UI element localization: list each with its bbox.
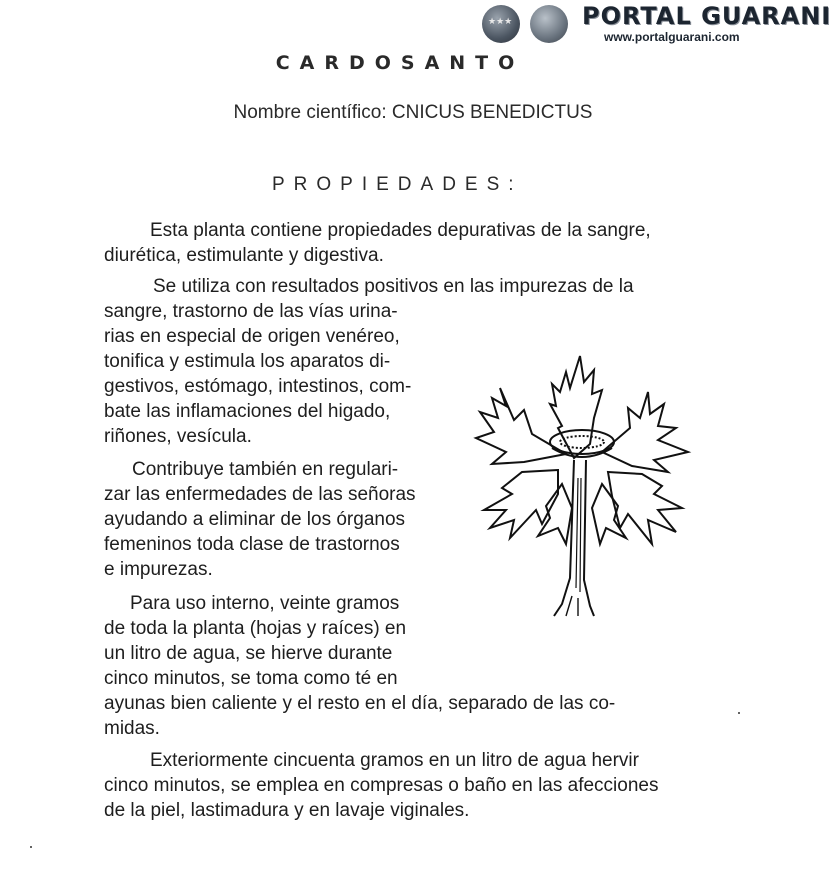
text-line: diurética, estimulante y digestiva. (104, 245, 384, 266)
section-heading: PROPIEDADES: (272, 174, 523, 195)
text-line: ayunas bien caliente y el resto en el día, separado de las co- (104, 693, 616, 714)
text-line: cinco minutos, se emplea en compresas o baño en las afecciones (104, 775, 659, 796)
text-line: riñones, vesícula. (104, 426, 252, 447)
text-line: femeninos toda clase de trastornos (104, 534, 400, 555)
text-line: cinco minutos, se toma como té en (104, 668, 398, 689)
scientific-name: Nombre científico: CNICUS BENEDICTUS (233, 102, 593, 123)
text-line: Esta planta contiene propiedades depurativas de la sangre, (150, 220, 651, 241)
thistle-plant-illustration (462, 348, 698, 618)
page-title: CARDOSANTO (275, 52, 525, 74)
text-line: rias en especial de origen venéreo, (104, 326, 400, 347)
text-line: tonifica y estimula los aparatos di- (104, 351, 391, 372)
text-line: midas. (104, 718, 160, 739)
text-line: e impurezas. (104, 559, 213, 580)
logo-title: PORTAL GUARANI (582, 2, 831, 30)
text-line: Exteriormente cincuenta gramos en un litro de agua hervir (150, 750, 639, 771)
scan-speck (738, 712, 740, 714)
scan-speck (30, 846, 32, 848)
seal-emblem-icon: ★★★ (482, 5, 520, 43)
text-line: de toda la planta (hojas y raíces) en (104, 618, 407, 639)
text-line: gestivos, estómago, intestinos, com- (104, 376, 412, 397)
text-line: Contribuye también en regulari- (132, 459, 399, 480)
text-line: Para uso interno, veinte gramos (130, 593, 400, 614)
text-line: un litro de agua, se hierve durante (104, 643, 393, 664)
text-line: bate las inflamaciones del higado, (104, 401, 391, 422)
logo-url: www.portalguarani.com (604, 30, 740, 44)
text-line: ayudando a eliminar de los órganos (104, 509, 406, 530)
portal-guarani-logo (482, 2, 831, 46)
seal-coat-of-arms-icon (530, 5, 568, 43)
text-line: de la piel, lastimadura y en lavaje viginales. (104, 800, 470, 821)
text-line: zar las enfermedades de las señoras (104, 484, 416, 505)
text-line: Se utiliza con resultados positivos en las impurezas de la (153, 276, 634, 297)
text-line: sangre, trastorno de las vías urina- (104, 301, 398, 322)
